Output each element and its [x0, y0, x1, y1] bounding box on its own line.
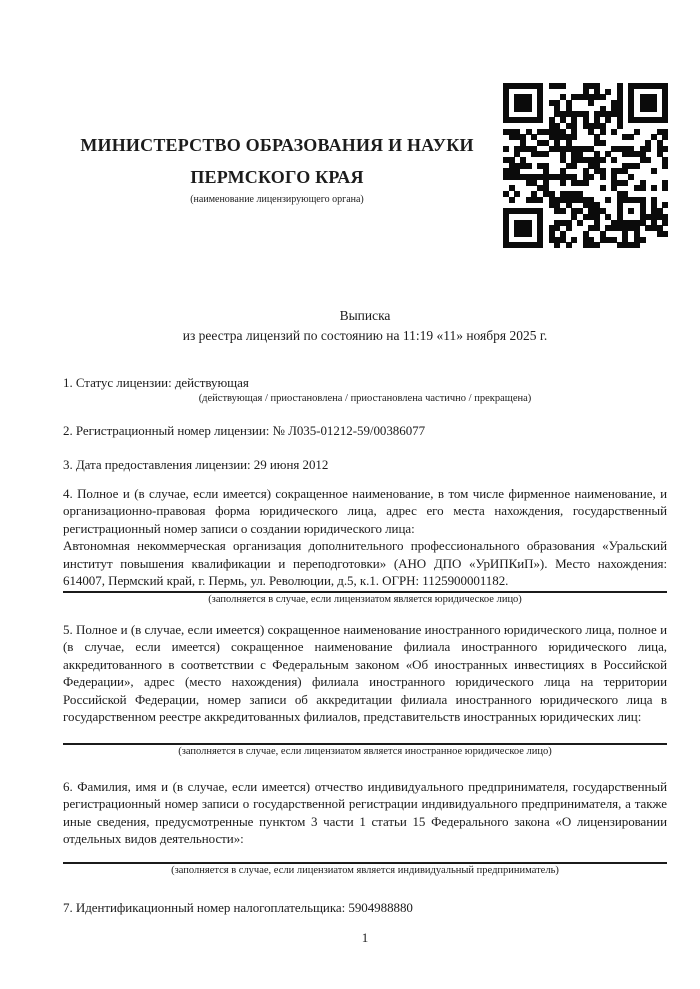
- foreign-entity-caption: (заполняется в случае, если лицензиатом является иностранное юридическое лицо): [178, 745, 552, 757]
- item-license-status: [63, 374, 667, 405]
- document-header: [63, 0, 491, 206]
- authority-caption: (наименование лицензирующего органа): [190, 194, 364, 205]
- item-foreign-entity-info: [63, 621, 667, 758]
- license-status-text: 1. Статус лицензии: действующая: [63, 375, 249, 390]
- licensing-authority-name: [63, 129, 491, 193]
- item-legal-entity-info: [63, 485, 667, 606]
- title-line1: Выписка: [339, 308, 391, 323]
- document-title: [63, 306, 667, 346]
- page-number: 1: [361, 930, 369, 945]
- item-individual-entrepreneur-info: [63, 778, 667, 877]
- legal-entity-value-text: Автономная некоммерческая организация дополнительного профессионального образования «Уральский институт повышения квалификации и переподготовки» (АНО ДПО «УрИПКиП»). Место нахождения: 614007, Пермский край, г. Пермь, ул. Революции, д.5, к.1. ОГРН: 1125900001182.: [63, 538, 667, 588]
- document-body: [63, 374, 667, 916]
- item-registration-number: [63, 422, 667, 440]
- item-taxpayer-id: [63, 899, 667, 917]
- legal-entity-question-text: 4. Полное и (в случае, если имеется) сокращенное наименование, в том числе фирменное наименование, и организационно-правовая форма юридического лица, адрес его места нахождения, государственный регистрационный номер записи о создании юридического лица:: [63, 485, 667, 536]
- registration-number-text: 2. Регистрационный номер лицензии: № Л035-01212-59/00386077: [63, 422, 426, 438]
- authority-name-line1: МИНИСТЕРСТВО ОБРАЗОВАНИЯ И НАУКИ: [80, 135, 474, 155]
- authority-name-line2: ПЕРМСКОГО КРАЯ: [190, 167, 364, 187]
- empty-value-field: [63, 848, 667, 861]
- taxpayer-id-text: 7. Идентификационный номер налогоплательщика: 5904988880: [63, 899, 413, 915]
- legal-entity-caption: (заполняется в случае, если лицензиатом является юридическое лицо): [208, 593, 522, 605]
- foreign-entity-question-text: 5. Полное и (в случае, если имеется) сокращенное наименование иностранного юридического лица, полное и (в случае, если имеется) сокращенное наименование филиала иностранного юридического лица, аккредитованного в соответствии с Федеральным законом «Об иностранных инвестициях в Российской Федерации», адрес (место нахождения) филиала иностранного юридического лица на территории Российской Федерации, номер записи об аккредитации филиала иностранного юридического лица в государственном реестре аккредитованных филиалов, представительств иностранных юридических лиц:: [63, 621, 667, 724]
- item-license-grant-date: [63, 456, 667, 474]
- license-status-options-caption: (действующая / приостановлена / приостановлена частично / прекращена): [198, 392, 532, 404]
- entrepreneur-question-text: 6. Фамилия, имя и (в случае, если имеется) отчество индивидуального предпринимателя, государственный регистрационный номер записи о государственной регистрации индивидуального предпринимателя, а также иные сведения, предусмотренные пунктом 3 части 1 статьи 15 Федерального закона «О лицензировании отдельных видов деятельности»:: [63, 778, 667, 846]
- qr-code: [503, 83, 668, 248]
- entrepreneur-caption: (заполняется в случае, если лицензиатом является индивидуальный предприниматель): [171, 864, 559, 876]
- license-grant-date-text: 3. Дата предоставления лицензии: 29 июня 2012: [63, 457, 329, 472]
- empty-value-field: [63, 726, 667, 742]
- title-line2: из реестра лицензий по состоянию на 11:19 «11» ноября 2025 г.: [182, 328, 548, 343]
- document-footer: [63, 929, 667, 946]
